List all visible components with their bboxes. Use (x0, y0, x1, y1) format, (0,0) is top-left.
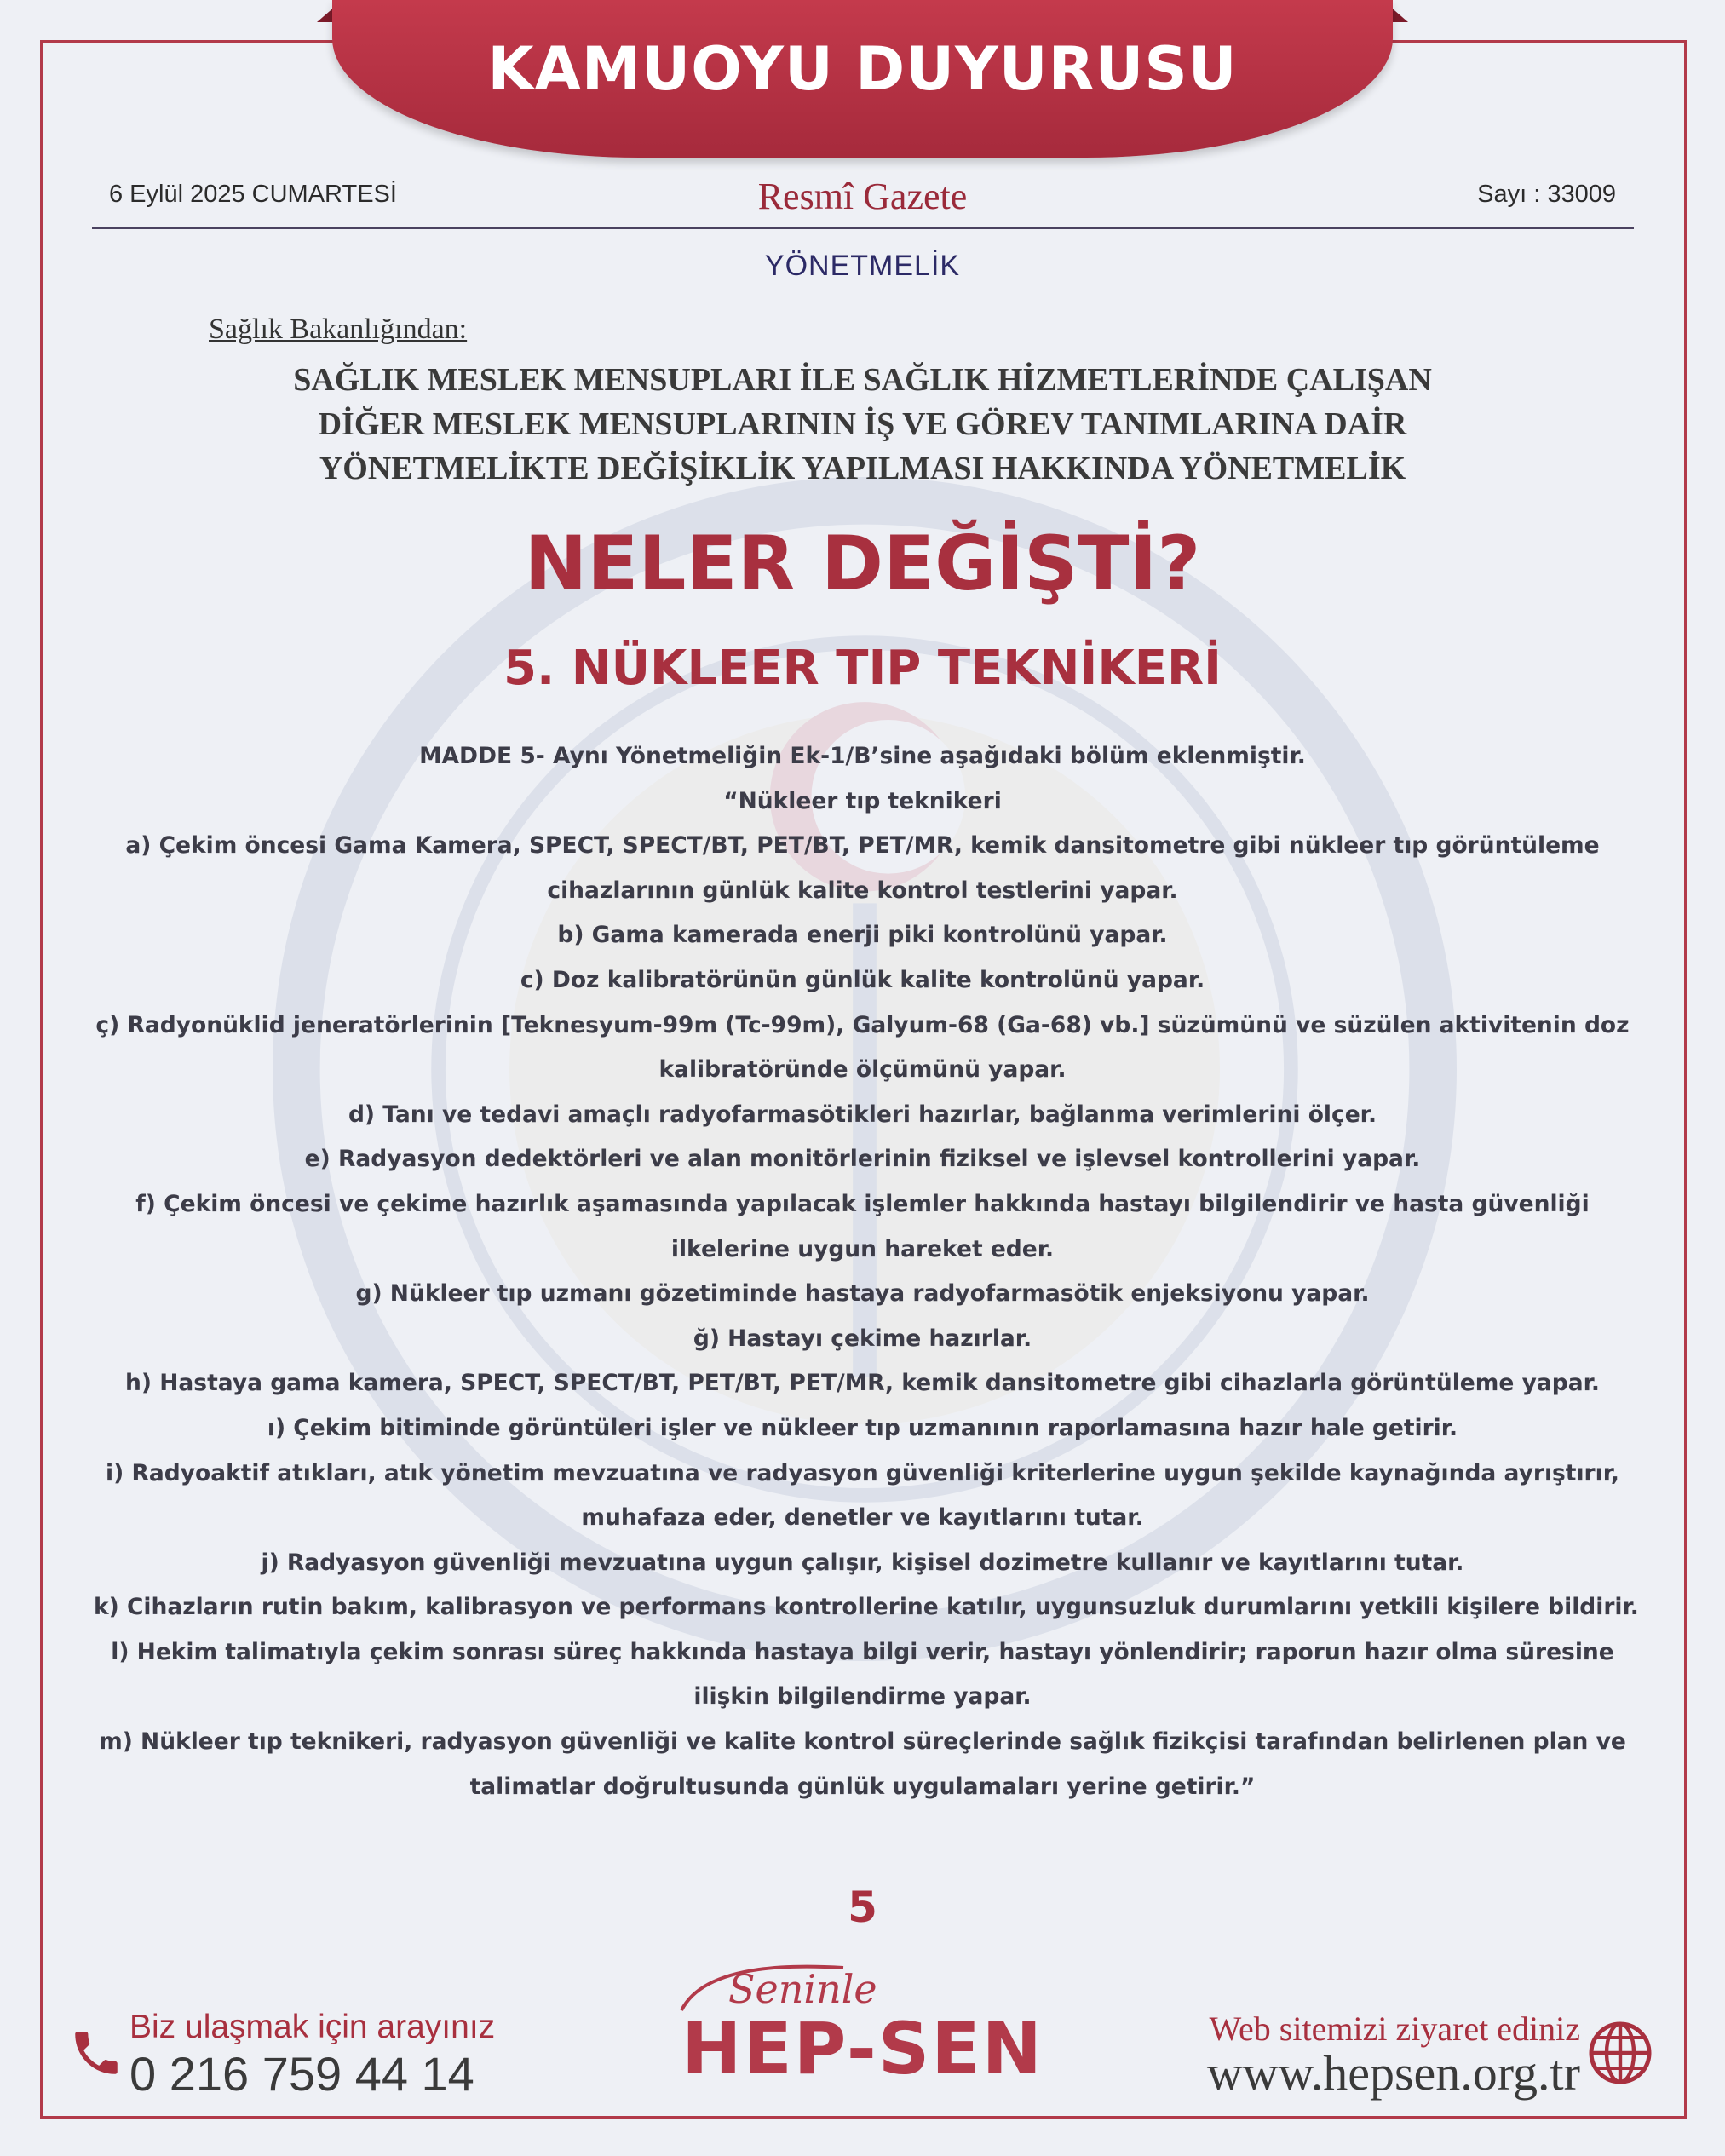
regulation-title-line: DİĞER MESLEK MENSUPLARININ İŞ VE GÖREV TANIMLARINA DAİR (318, 406, 1407, 442)
globe-icon (1586, 2019, 1654, 2087)
article-line: a) Çekim öncesi Gama Kamera, SPECT, SPECT/BT, PET/BT, PET/MR, kemik dansitometre gibi nükleer tıp görüntüleme (125, 832, 1600, 860)
article-line: d) Tanı ve tedavi amaçlı radyofarmasötikleri hazırlar, bağlanma verimlerini ölçer. (348, 1101, 1377, 1128)
article-line: kalibratöründe ölçümünü yapar. (658, 1056, 1067, 1084)
gazette-issue: Sayı : 33009 (1477, 181, 1616, 208)
article-line: k) Cihazların rutin bakım, kalibrasyon ve performans kontrollerine katılır, uygunsuzluk durumlarını yetkili kişilere bildirir. (94, 1594, 1639, 1621)
article-line: cihazlarının günlük kalite kontrol testlerini yapar. (547, 877, 1178, 904)
website-link[interactable]: www.hepsen.org.tr (1206, 2045, 1580, 2101)
gazette-divider (92, 227, 1634, 229)
article-body (94, 734, 1639, 1809)
logo-wordmark: HEP-SEN (681, 2007, 1044, 2090)
page-number: 5 (848, 1883, 877, 1932)
regulation-title-line: SAĞLIK MESLEK MENSUPLARI İLE SAĞLIK HİZMETLERİNDE ÇALIŞAN (293, 362, 1432, 398)
article-line: f) Çekim öncesi ve çekime hazırlık aşamasında yapılacak işlemler hakkında hastayı bilgilendirir ve hasta güvenliği (135, 1190, 1590, 1217)
article-line: ilkelerine uygun hareket eder. (670, 1235, 1055, 1262)
article-line: ğ) Hastayı çekime hazırlar. (693, 1325, 1032, 1352)
article-line: “Nükleer tıp teknikeri (723, 787, 1002, 814)
article-line: l) Hekim talimatıyla çekim sonrası süreç hakkında hastaya bilgi verir, hastayı yönlendirir; raporun hazır olma süresine (111, 1638, 1614, 1665)
article-line: m) Nükleer tıp teknikeri, radyasyon güvenliği ve kalite kontrol süreçlerinde sağlık fizikçisi tarafından belirlenen plan ve (99, 1728, 1626, 1756)
website-label: Web sitemizi ziyaret ediniz (1209, 2009, 1580, 2048)
article-line: j) Radyasyon güvenliği mevzuatına uygun çalışır, kişisel dozimetre kullanır ve kayıtlarını tutar. (261, 1549, 1464, 1576)
article-line: e) Radyasyon dedektörleri ve alan monitörlerinin fiziksel ve işlevsel kontrollerini yapar. (304, 1146, 1421, 1173)
article-line: b) Gama kamerada enerji piki kontrolünü yapar. (557, 922, 1168, 949)
article-line: ilişkin bilgilendirme yapar. (693, 1683, 1032, 1710)
article-line: g) Nükleer tıp uzmanı gözetiminde hastaya radyofarmasötik enjeksiyonu yapar. (355, 1280, 1370, 1308)
article-line: ı) Çekim bitiminde görüntüleri işler ve nükleer tıp uzmanının raporlamasına hazır hale getirir. (267, 1414, 1458, 1441)
regulation-title (0, 358, 1725, 491)
banner-title: KAMUOYU DUYURUSU (487, 34, 1238, 104)
regulation-type: YÖNETMELİK (764, 250, 961, 282)
article-line: i) Radyoaktif atıkları, atık yönetim mevzuatına ve radyasyon güvenliği kriterlerine uygun şekilde kaynağında ayrıştırır, (106, 1459, 1619, 1486)
headline: NELER DEĞİŞTİ? (524, 520, 1201, 607)
phone-number[interactable]: 0 216 759 44 14 (129, 2047, 474, 2101)
article-line: ç) Radyonüklid jeneratörlerinin [Teknesyum-99m (Tc-99m), Galyum-68 (Ga-68) vb.] süzümünü ve süzülen aktivitenin doz (95, 1011, 1630, 1038)
regulation-title-line: YÖNETMELİKTE DEĞİŞİKLİK YAPILMASI HAKKINDA YÖNETMELİK (319, 451, 1406, 486)
issuer-ministry: Sağlık Bakanlığından: (209, 313, 468, 345)
gazette-date: 6 Eylül 2025 CUMARTESİ (109, 181, 397, 208)
article-line: muhafaza eder, denetler ve kayıtlarını tutar. (581, 1504, 1144, 1532)
article-line: h) Hastaya gama kamera, SPECT, SPECT/BT, PET/BT, PET/MR, kemik dansitometre gibi cihazlarla görüntüleme yapar. (125, 1370, 1600, 1397)
phone-label: Biz ulaşmak için arayınız (129, 2009, 496, 2045)
article-line: c) Doz kalibratörünün günlük kalite kontrolünü yapar. (520, 966, 1205, 993)
subheadline: 5. NÜKLEER TIP TEKNİKERİ (503, 641, 1222, 696)
gazette-name: Resmî Gazete (757, 175, 968, 217)
logo-script: Seninle (728, 1966, 877, 2012)
article-line: talimatlar doğrultusunda günlük uygulamaları yerine getirir.” (469, 1773, 1256, 1800)
article-line: MADDE 5- Aynı Yönetmeliğin Ek-1/B’sine aşağıdaki bölüm eklenmiştir. (419, 743, 1306, 769)
phone-icon (68, 2019, 124, 2087)
